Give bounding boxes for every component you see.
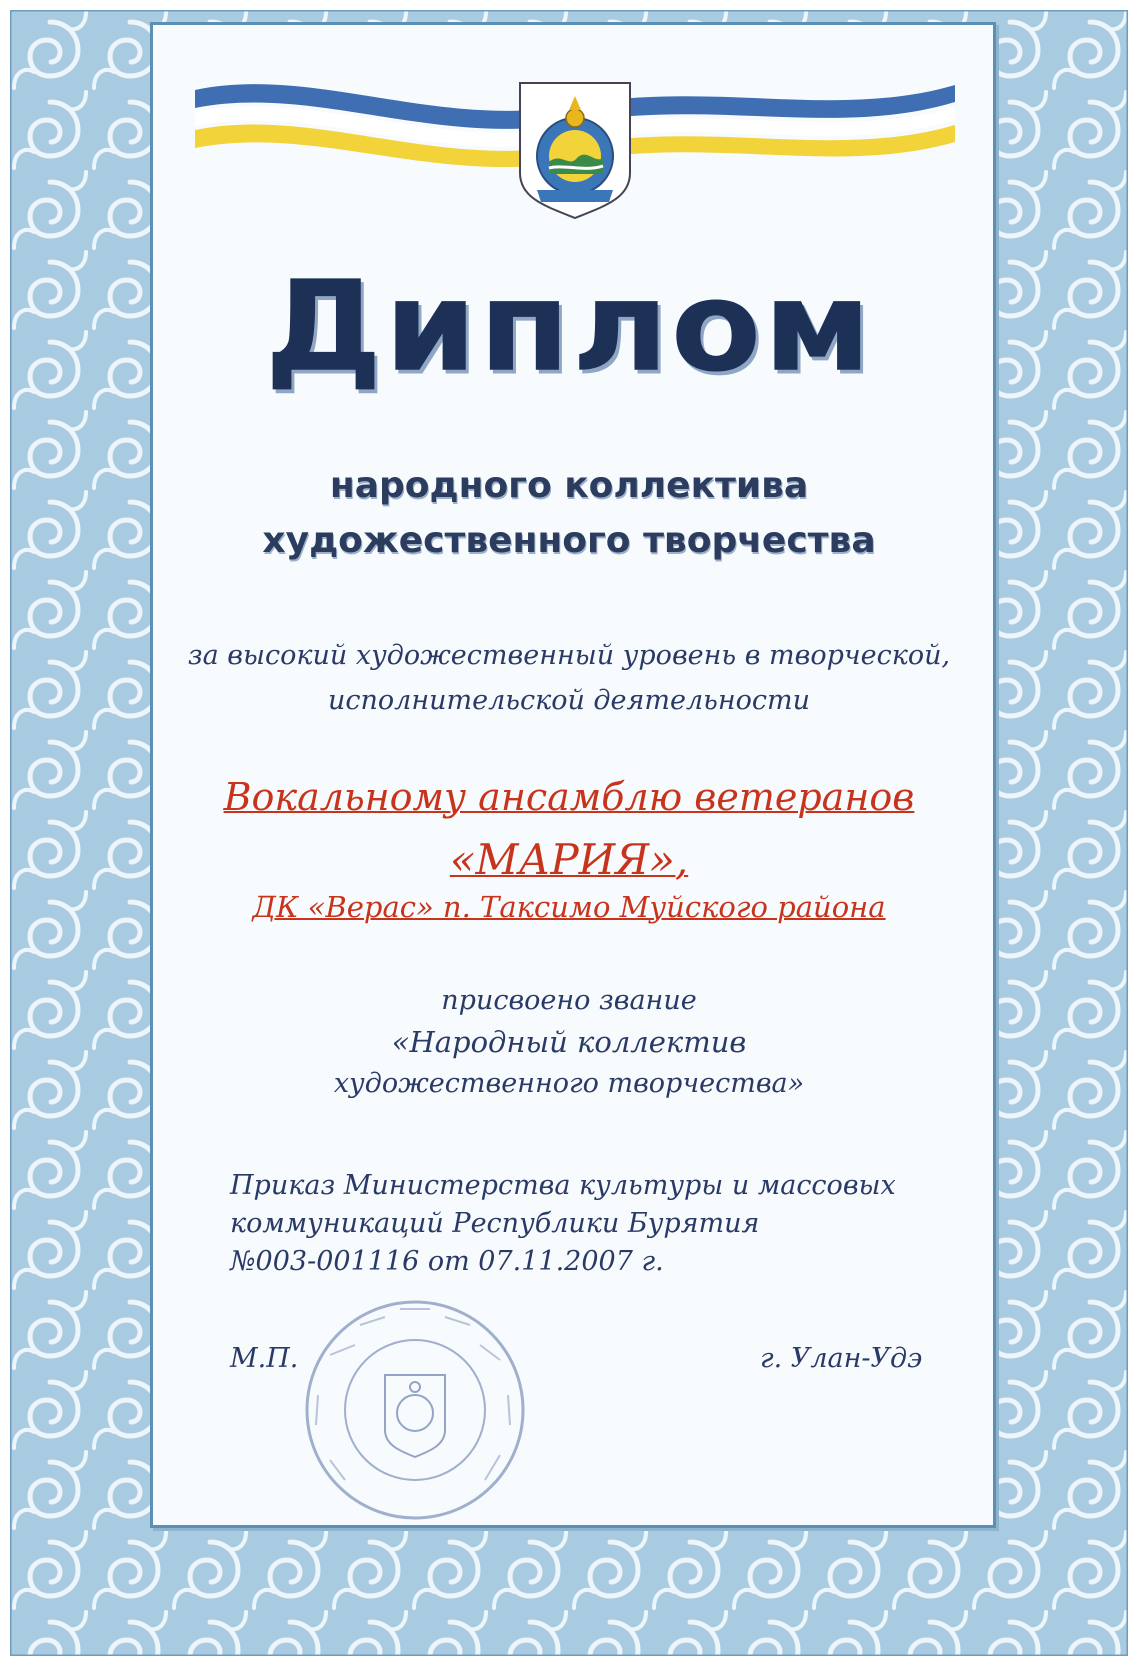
reason-line-1: за высокий художественный уровень в творческой, <box>187 640 951 671</box>
subtitle-line-1: народного коллектива <box>329 465 809 506</box>
order-line-1: Приказ Министерства культуры и массовых <box>230 1170 896 1201</box>
award-line-2: «Народный коллектив <box>391 1025 747 1059</box>
city-label: г. Улан-Удэ <box>760 1343 923 1374</box>
award-line-3: художественного творчества» <box>333 1068 805 1099</box>
coat-of-arms-emblem <box>515 78 635 228</box>
reason-line-2: исполнительской деятельности <box>327 685 811 716</box>
recipient-line-3: ДК «Верас» п. Таксимо Муйского района <box>252 890 886 924</box>
recipient-name: «МАРИЯ», <box>449 835 689 884</box>
order-line-2: коммуникаций Республики Бурятия <box>230 1208 760 1239</box>
subtitle-line-2: художественного творчества <box>262 520 876 561</box>
official-stamp <box>300 1295 530 1525</box>
seal-place-label: М.П. <box>230 1343 299 1374</box>
order-number: №003-001116 от 07.11.2007 г. <box>230 1246 664 1277</box>
award-line-1: присвоено звание <box>441 985 697 1016</box>
diploma-title: Диплом <box>264 253 874 401</box>
recipient-line-1: Вокальному ансамблю ветеранов <box>223 775 915 819</box>
